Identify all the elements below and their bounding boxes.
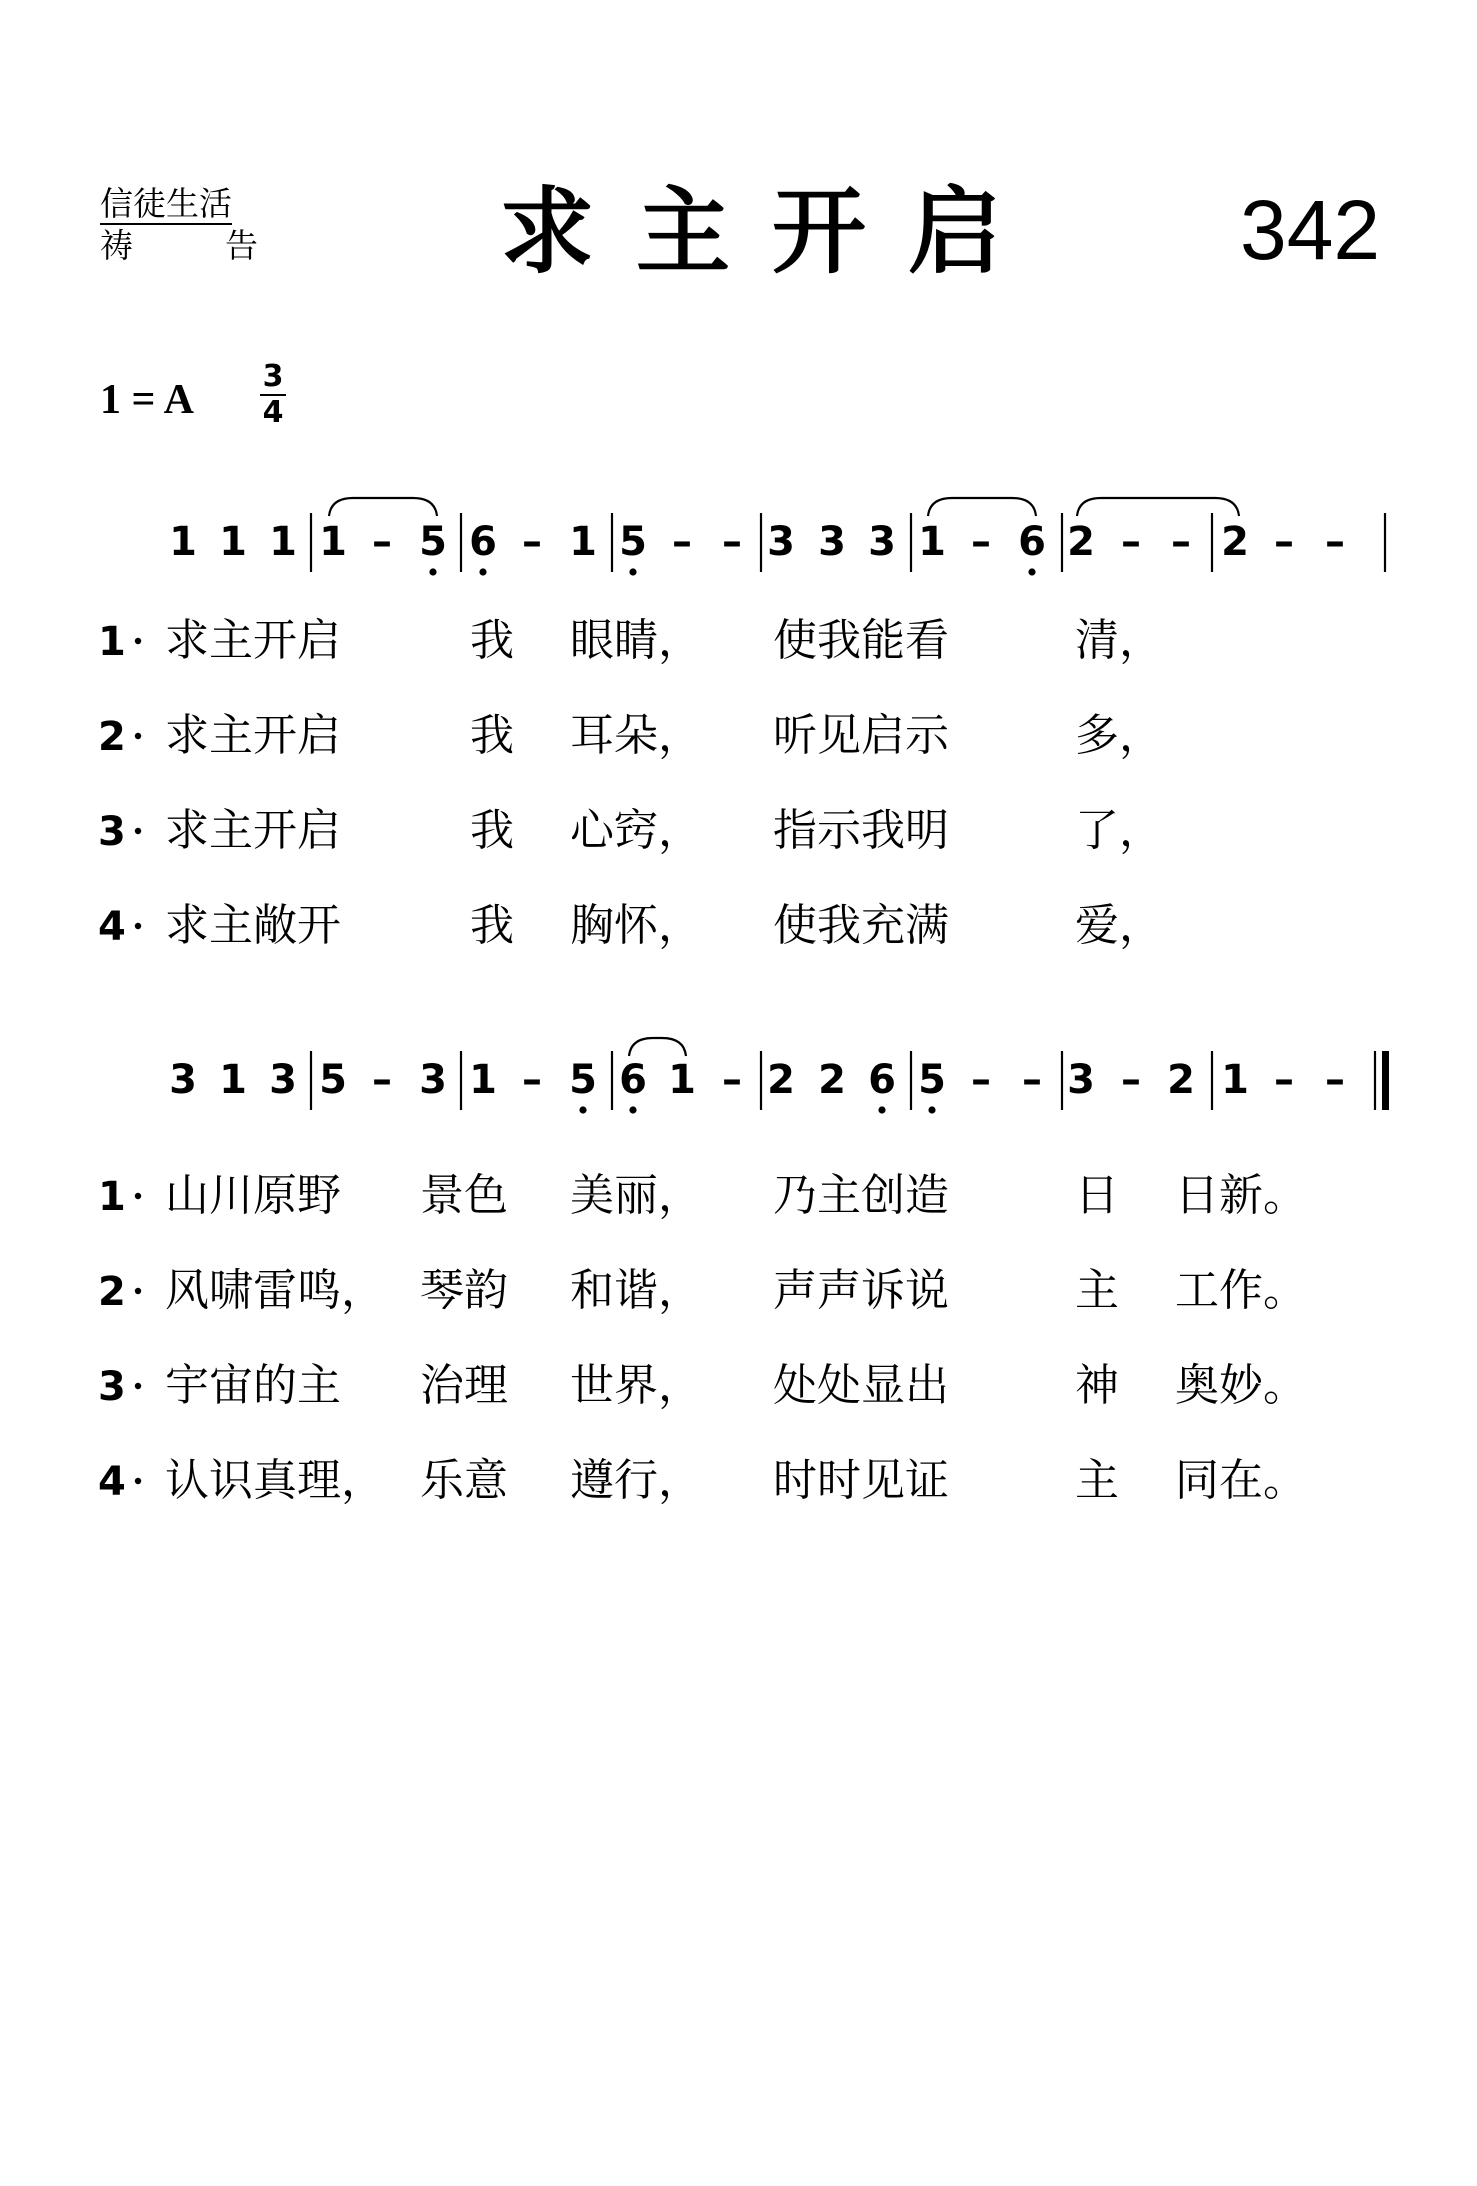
verse-dot — [135, 1193, 141, 1199]
octave-dot — [928, 1106, 935, 1113]
lyric-segment: 我 — [470, 900, 514, 951]
lyric-segment: 景色 — [420, 1170, 508, 1221]
lyric-segment: 求主开启 — [165, 805, 341, 856]
verse-dot — [135, 1288, 141, 1294]
verse-dot — [135, 1478, 141, 1484]
lyric-segment: 神 — [1075, 1360, 1119, 1411]
lyric-segment: 日 — [1075, 1170, 1119, 1221]
lyric-segment: 认识真理， — [165, 1455, 385, 1506]
lyric-segment: 听见启示 — [773, 710, 949, 761]
verse-number: 1 — [98, 1174, 126, 1220]
lyric-segment: 治理 — [420, 1360, 508, 1411]
octave-dot — [579, 1106, 586, 1113]
lyric-segment: 求主敞开 — [165, 900, 341, 951]
slur — [329, 498, 437, 516]
note: 2 — [1221, 519, 1249, 565]
octave-dot — [479, 568, 486, 575]
note: 2 — [1167, 1057, 1195, 1103]
note: 3 — [169, 1057, 197, 1103]
verse-dot — [135, 733, 141, 739]
note: 1 — [918, 519, 946, 565]
note: 1 — [668, 1057, 696, 1103]
note: 1 — [569, 519, 597, 565]
sustain-dash: – — [672, 519, 692, 565]
lyric-segment: 山川原野 — [165, 1170, 341, 1221]
lyric-segment: 我 — [470, 805, 514, 856]
note: 2 — [818, 1057, 846, 1103]
lyric-segment: 风啸雷鸣， — [165, 1265, 385, 1316]
time-signature-bottom: 4 — [262, 395, 284, 430]
sustain-dash: – — [1121, 1057, 1141, 1103]
note: 1 — [469, 1057, 497, 1103]
note: 3 — [767, 519, 795, 565]
lyric-segment: 琴韵 — [420, 1265, 508, 1316]
note: 1 — [319, 519, 347, 565]
verse-dot — [135, 638, 141, 644]
octave-dot — [1028, 568, 1035, 575]
lyric-segment: 心窍， — [570, 805, 702, 856]
lyric-segment: 使我能看 — [773, 615, 949, 666]
slur — [629, 1038, 686, 1056]
lyric-segment: 和谐， — [570, 1265, 702, 1316]
key-signature: 1 = A — [100, 377, 194, 423]
note: 6 — [469, 519, 497, 565]
note: 5 — [569, 1057, 597, 1103]
note: 3 — [1067, 1057, 1095, 1103]
lyric-segment: 我 — [470, 615, 514, 666]
note: 3 — [818, 519, 846, 565]
octave-dot — [429, 568, 436, 575]
sustain-dash: – — [971, 519, 991, 565]
lyric-segment: 工作。 — [1175, 1265, 1307, 1316]
lyric-segment: 求主开启 — [165, 615, 341, 666]
sustain-dash: – — [1171, 519, 1191, 565]
lyric-segment: 清， — [1075, 615, 1163, 666]
sustain-dash: – — [1121, 519, 1141, 565]
note: 1 — [1221, 1057, 1249, 1103]
lyric-segment: 声声诉说 — [773, 1265, 949, 1316]
note: 5 — [419, 519, 447, 565]
lyric-segment: 眼睛， — [570, 615, 702, 666]
subcategory-char: 告 — [225, 226, 258, 265]
note: 2 — [767, 1057, 795, 1103]
sustain-dash: – — [722, 519, 742, 565]
slur — [928, 498, 1036, 516]
verse-number: 2 — [98, 1269, 126, 1315]
note: 6 — [619, 1057, 647, 1103]
lyric-segment: 处处显出 — [773, 1360, 949, 1411]
lyric-segment: 使我充满 — [773, 900, 949, 951]
lyric-segment: 胸怀， — [570, 900, 702, 951]
sustain-dash: – — [372, 1057, 392, 1103]
sustain-dash: – — [522, 1057, 542, 1103]
note: 3 — [269, 1057, 297, 1103]
lyric-segment: 奥妙。 — [1175, 1360, 1307, 1411]
lyric-segment: 多， — [1075, 710, 1163, 761]
lyric-segment: 指示我明 — [773, 805, 949, 856]
final-barline-thick — [1382, 1051, 1389, 1110]
verse-number: 1 — [98, 619, 126, 665]
lyric-segment: 美丽， — [570, 1170, 702, 1221]
lyric-segment: 求主开启 — [165, 710, 341, 761]
octave-dot — [629, 1106, 636, 1113]
hymn-title: 求主开启 — [500, 178, 1045, 287]
lyric-segment: 时时见证 — [773, 1455, 949, 1506]
verse-number: 3 — [98, 809, 126, 855]
lyric-segment: 世界， — [570, 1360, 702, 1411]
lyric-segment: 同在。 — [1175, 1455, 1307, 1506]
verse-number: 4 — [98, 904, 126, 950]
sustain-dash: – — [722, 1057, 742, 1103]
lyric-segment: 宇宙的主 — [165, 1360, 341, 1411]
note: 3 — [868, 519, 896, 565]
sustain-dash: – — [1325, 519, 1345, 565]
hymn-number: 342 — [1240, 183, 1381, 277]
octave-dot — [878, 1106, 885, 1113]
note: 1 — [169, 519, 197, 565]
lyric-segment: 日新。 — [1175, 1170, 1307, 1221]
verse-number: 2 — [98, 714, 126, 760]
subcategory-char: 祷 — [100, 226, 133, 265]
slur — [1077, 498, 1239, 516]
lyric-segment: 耳朵， — [570, 710, 702, 761]
sustain-dash: – — [1274, 519, 1294, 565]
note: 1 — [219, 519, 247, 565]
lyric-segment: 乐意 — [420, 1455, 508, 1506]
lyric-segment: 主 — [1075, 1455, 1119, 1506]
verse-number: 4 — [98, 1459, 126, 1505]
note: 2 — [1067, 519, 1095, 565]
note: 5 — [319, 1057, 347, 1103]
note: 1 — [219, 1057, 247, 1103]
note: 5 — [619, 519, 647, 565]
sustain-dash: – — [971, 1057, 991, 1103]
octave-dot — [629, 568, 636, 575]
lyric-segment: 乃主创造 — [773, 1170, 949, 1221]
sustain-dash: – — [1325, 1057, 1345, 1103]
lyric-segment: 遵行， — [570, 1455, 702, 1506]
note: 1 — [269, 519, 297, 565]
lyric-segment: 我 — [470, 710, 514, 761]
lyric-segment: 爱， — [1075, 900, 1163, 951]
note: 5 — [918, 1057, 946, 1103]
note: 6 — [1018, 519, 1046, 565]
category-label: 信徒生活 — [100, 184, 232, 223]
note: 3 — [419, 1057, 447, 1103]
time-signature-top: 3 — [262, 359, 284, 394]
sustain-dash: – — [522, 519, 542, 565]
sustain-dash: – — [1274, 1057, 1294, 1103]
sustain-dash: – — [1022, 1057, 1042, 1103]
sustain-dash: – — [372, 519, 392, 565]
verse-dot — [135, 1383, 141, 1389]
verse-dot — [135, 828, 141, 834]
lyric-segment: 了， — [1075, 805, 1163, 856]
note: 6 — [868, 1057, 896, 1103]
verse-number: 3 — [98, 1364, 126, 1410]
lyric-segment: 主 — [1075, 1265, 1119, 1316]
verse-dot — [135, 923, 141, 929]
